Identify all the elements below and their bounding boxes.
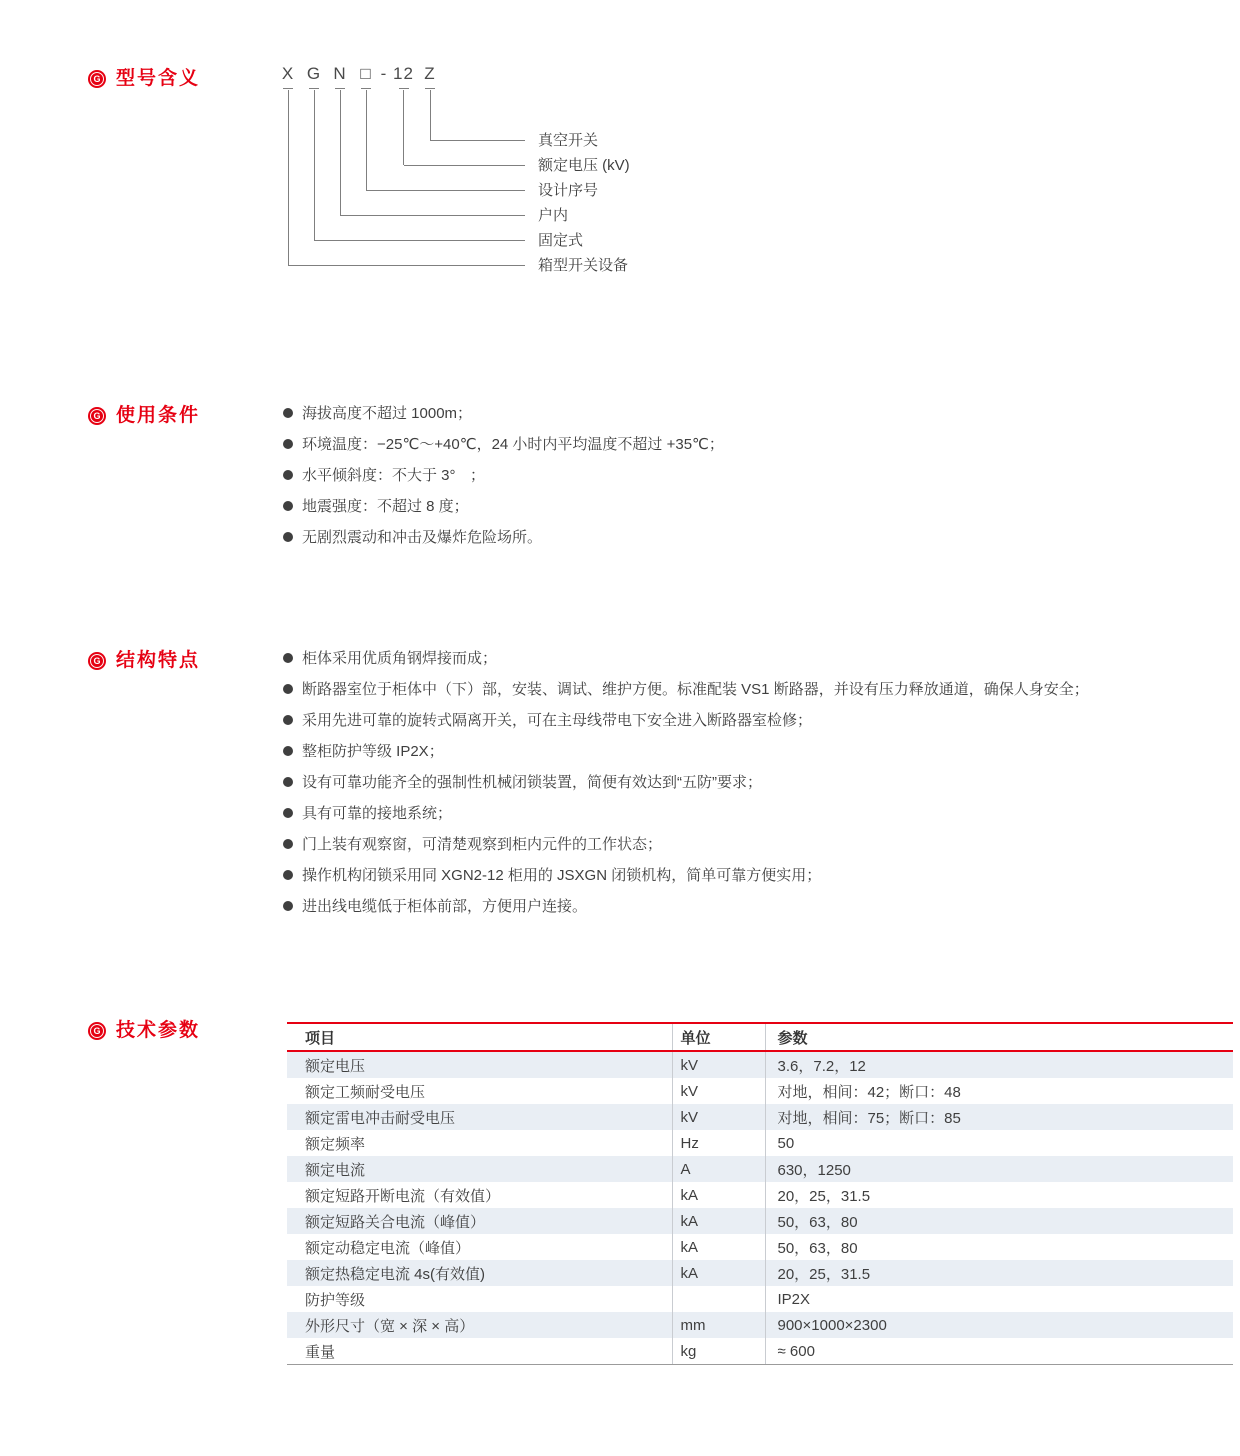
model-code-char: N <box>333 64 347 83</box>
model-code-char: Z <box>424 64 436 83</box>
features-list <box>283 649 1233 928</box>
list-item <box>283 866 1233 885</box>
conditions-list <box>283 404 1233 559</box>
table-cell: 20，25，31.5 <box>765 1260 1233 1286</box>
table-cell: 外形尺寸（宽 × 深 × 高） <box>287 1312 672 1338</box>
table-row <box>287 1338 1233 1365</box>
brand-badge-glyph: G <box>93 655 101 666</box>
diagram-connector-horizontal <box>404 165 526 166</box>
list-item-text: 整柜防护等级 IP2X； <box>302 743 444 760</box>
bullet-dot-icon <box>283 870 293 880</box>
brand-badge-icon <box>88 407 106 425</box>
diagram-tick <box>335 88 345 89</box>
section-title-label: 型号含义 <box>116 68 201 89</box>
bullet-dot-icon <box>283 532 293 542</box>
diagram-connector-horizontal <box>366 190 525 191</box>
brand-badge-icon <box>88 652 106 670</box>
table-row <box>287 1051 1233 1078</box>
diagram-tick <box>361 88 371 89</box>
list-item <box>283 742 1233 761</box>
table-row <box>287 1208 1233 1234</box>
table-cell: 额定热稳定电流 4s(有效值) <box>287 1260 672 1286</box>
list-item <box>283 435 1233 454</box>
diagram-connector-horizontal <box>340 215 525 216</box>
table-cell: mm <box>672 1312 765 1338</box>
section-title-label: 技术参数 <box>116 1020 201 1041</box>
bullet-dot-icon <box>283 439 293 449</box>
model-code-char: - <box>380 64 388 83</box>
table-row <box>287 1130 1233 1156</box>
diagram-label: 真空开关 <box>538 131 599 149</box>
list-item-text: 断路器室位于柜体中（下）部，安装、调试、维护方便。标准配装 VS1 断路器，并设有压力释放通道，确保人身安全； <box>302 681 1089 698</box>
diagram-connector-horizontal <box>288 265 525 266</box>
bullet-dot-icon <box>283 808 293 818</box>
table-cell: 额定工频耐受电压 <box>305 1083 426 1101</box>
table-row <box>287 1104 1233 1130</box>
diagram-tick <box>309 88 319 89</box>
table-row <box>287 1156 1233 1182</box>
list-item-text: 地震强度：不超过 8 度； <box>302 498 469 515</box>
diagram-label: 箱型开关设备 <box>538 256 629 274</box>
list-item <box>283 649 1233 668</box>
diagram-label: 固定式 <box>538 231 584 249</box>
section-specs-title <box>88 1020 200 1042</box>
table-cell: kA <box>672 1234 765 1260</box>
diagram-label: 额定电压 (kV) <box>538 156 630 174</box>
table-row <box>287 1286 1233 1312</box>
table-cell: kV <box>672 1078 765 1104</box>
specs-table <box>287 1022 1233 1365</box>
bullet-dot-icon <box>283 715 293 725</box>
table-cell <box>672 1286 765 1312</box>
diagram-connector-vertical <box>366 90 367 190</box>
section-title-label: 结构特点 <box>116 650 201 671</box>
model-code-char: □ <box>360 64 372 83</box>
table-cell: 50，63，80 <box>765 1208 1233 1234</box>
table-row <box>287 1078 1233 1104</box>
list-item-text: 设有可靠功能齐全的强制性机械闭锁装置，简便有效达到“五防”要求； <box>302 774 762 791</box>
table-cell: 额定动稳定电流（峰值） <box>305 1239 471 1257</box>
list-item <box>283 404 1233 423</box>
bullet-dot-icon <box>283 470 293 480</box>
table-cell: 20，25，31.5 <box>765 1182 1233 1208</box>
table-cell: 3.6，7.2，12 <box>765 1051 1233 1078</box>
list-item-text: 具有可靠的接地系统； <box>302 805 453 822</box>
table-cell: kA <box>672 1208 765 1234</box>
table-cell: kg <box>672 1338 765 1365</box>
brand-badge-icon <box>88 1022 106 1040</box>
bullet-dot-icon <box>283 777 293 787</box>
table-header-cell: 单位 <box>672 1023 765 1051</box>
table-cell: 额定电压 <box>287 1051 672 1078</box>
diagram-connector-horizontal <box>430 140 525 141</box>
table-cell: 对地，相间：42；断口：48 <box>765 1078 1233 1104</box>
list-item <box>283 804 1233 823</box>
brand-badge-glyph: G <box>93 1025 101 1036</box>
list-item <box>283 711 1233 730</box>
list-item-text: 无剧烈震动和冲击及爆炸危险场所。 <box>302 529 543 546</box>
brand-badge-glyph: G <box>93 410 101 421</box>
table-cell: A <box>672 1156 765 1182</box>
diagram-connector-vertical <box>340 90 341 215</box>
table-header-cell: 项目 <box>287 1023 672 1051</box>
model-code-char: X <box>281 64 295 83</box>
table-row <box>287 1260 1233 1286</box>
table-cell: 额定雷电冲击耐受电压 <box>287 1104 672 1130</box>
list-item-text: 海拔高度不超过 1000m； <box>302 405 473 422</box>
table-row <box>287 1312 1233 1338</box>
bullet-dot-icon <box>283 684 293 694</box>
list-item <box>283 528 1233 547</box>
diagram-label: 设计序号 <box>538 181 599 199</box>
table-cell: 50，63，80 <box>765 1234 1233 1260</box>
table-cell: 额定频率 <box>305 1135 366 1153</box>
table-cell: 50 <box>765 1130 1233 1156</box>
list-item <box>283 773 1233 792</box>
table-cell: 重量 <box>287 1338 672 1365</box>
table-cell: 额定电流 <box>287 1156 672 1182</box>
list-item <box>283 835 1233 854</box>
list-item-text: 采用先进可靠的旋转式隔离开关，可在主母线带电下安全进入断路器室检修； <box>302 712 813 729</box>
model-meaning-diagram <box>0 0 1240 320</box>
section-title-label: 使用条件 <box>116 405 201 426</box>
diagram-tick <box>425 88 435 89</box>
brand-badge-glyph: G <box>93 73 101 84</box>
diagram-connector-vertical <box>314 90 315 240</box>
bullet-dot-icon <box>283 408 293 418</box>
model-code-char: 12 <box>393 64 414 83</box>
table-cell: 630，1250 <box>765 1156 1233 1182</box>
table-header-cell: 参数 <box>765 1023 1233 1051</box>
list-item <box>283 897 1233 916</box>
list-item-text: 柜体采用优质角钢焊接而成； <box>302 650 498 667</box>
table-cell: kV <box>672 1104 765 1130</box>
bullet-dot-icon <box>283 901 293 911</box>
table-cell: 对地，相间：75；断口：85 <box>765 1104 1233 1130</box>
table-cell: 防护等级 <box>305 1291 366 1309</box>
diagram-connector-vertical <box>430 90 431 140</box>
table-cell: 900×1000×2300 <box>765 1312 1233 1338</box>
diagram-label: 户内 <box>538 206 569 224</box>
table-row <box>287 1182 1233 1208</box>
list-item-text: 操作机构闭锁采用同 XGN2-12 柜用的 JSXGN 闭锁机构，简单可靠方便实用； <box>302 867 822 884</box>
list-item <box>283 466 1233 485</box>
diagram-tick <box>283 88 293 89</box>
bullet-dot-icon <box>283 501 293 511</box>
table-cell: kA <box>672 1182 765 1208</box>
list-item-text: 环境温度：−25℃～+40℃，24 小时内平均温度不超过 +35℃； <box>302 436 724 453</box>
table-row <box>287 1234 1233 1260</box>
bullet-dot-icon <box>283 653 293 663</box>
table-cell: 额定短路开断电流（有效值） <box>305 1187 501 1205</box>
list-item-text: 进出线电缆低于柜体前部，方便用户连接。 <box>302 898 588 915</box>
table-cell: ≈ 600 <box>765 1338 1233 1365</box>
table-cell: Hz <box>672 1130 765 1156</box>
bullet-dot-icon <box>283 839 293 849</box>
diagram-tick <box>399 88 409 89</box>
table-cell: IP2X <box>765 1286 1233 1312</box>
list-item-text: 门上装有观察窗，可清楚观察到柜内元件的工作状态； <box>302 836 663 853</box>
table-header-row <box>287 1023 1233 1051</box>
section-features-title <box>88 650 200 672</box>
diagram-connector-vertical <box>403 90 404 165</box>
bullet-dot-icon <box>283 746 293 756</box>
diagram-connector-vertical <box>288 90 289 265</box>
section-conditions-title <box>88 405 200 427</box>
list-item <box>283 680 1233 699</box>
table-cell: kV <box>672 1051 765 1078</box>
table-cell: 额定短路关合电流（峰值） <box>287 1208 672 1234</box>
diagram-connector-horizontal <box>314 240 525 241</box>
model-code-char: G <box>306 64 322 83</box>
list-item <box>283 497 1233 516</box>
list-item-text: 水平倾斜度：不大于 3°ㅤ； <box>302 467 485 484</box>
table-cell: kA <box>672 1260 765 1286</box>
